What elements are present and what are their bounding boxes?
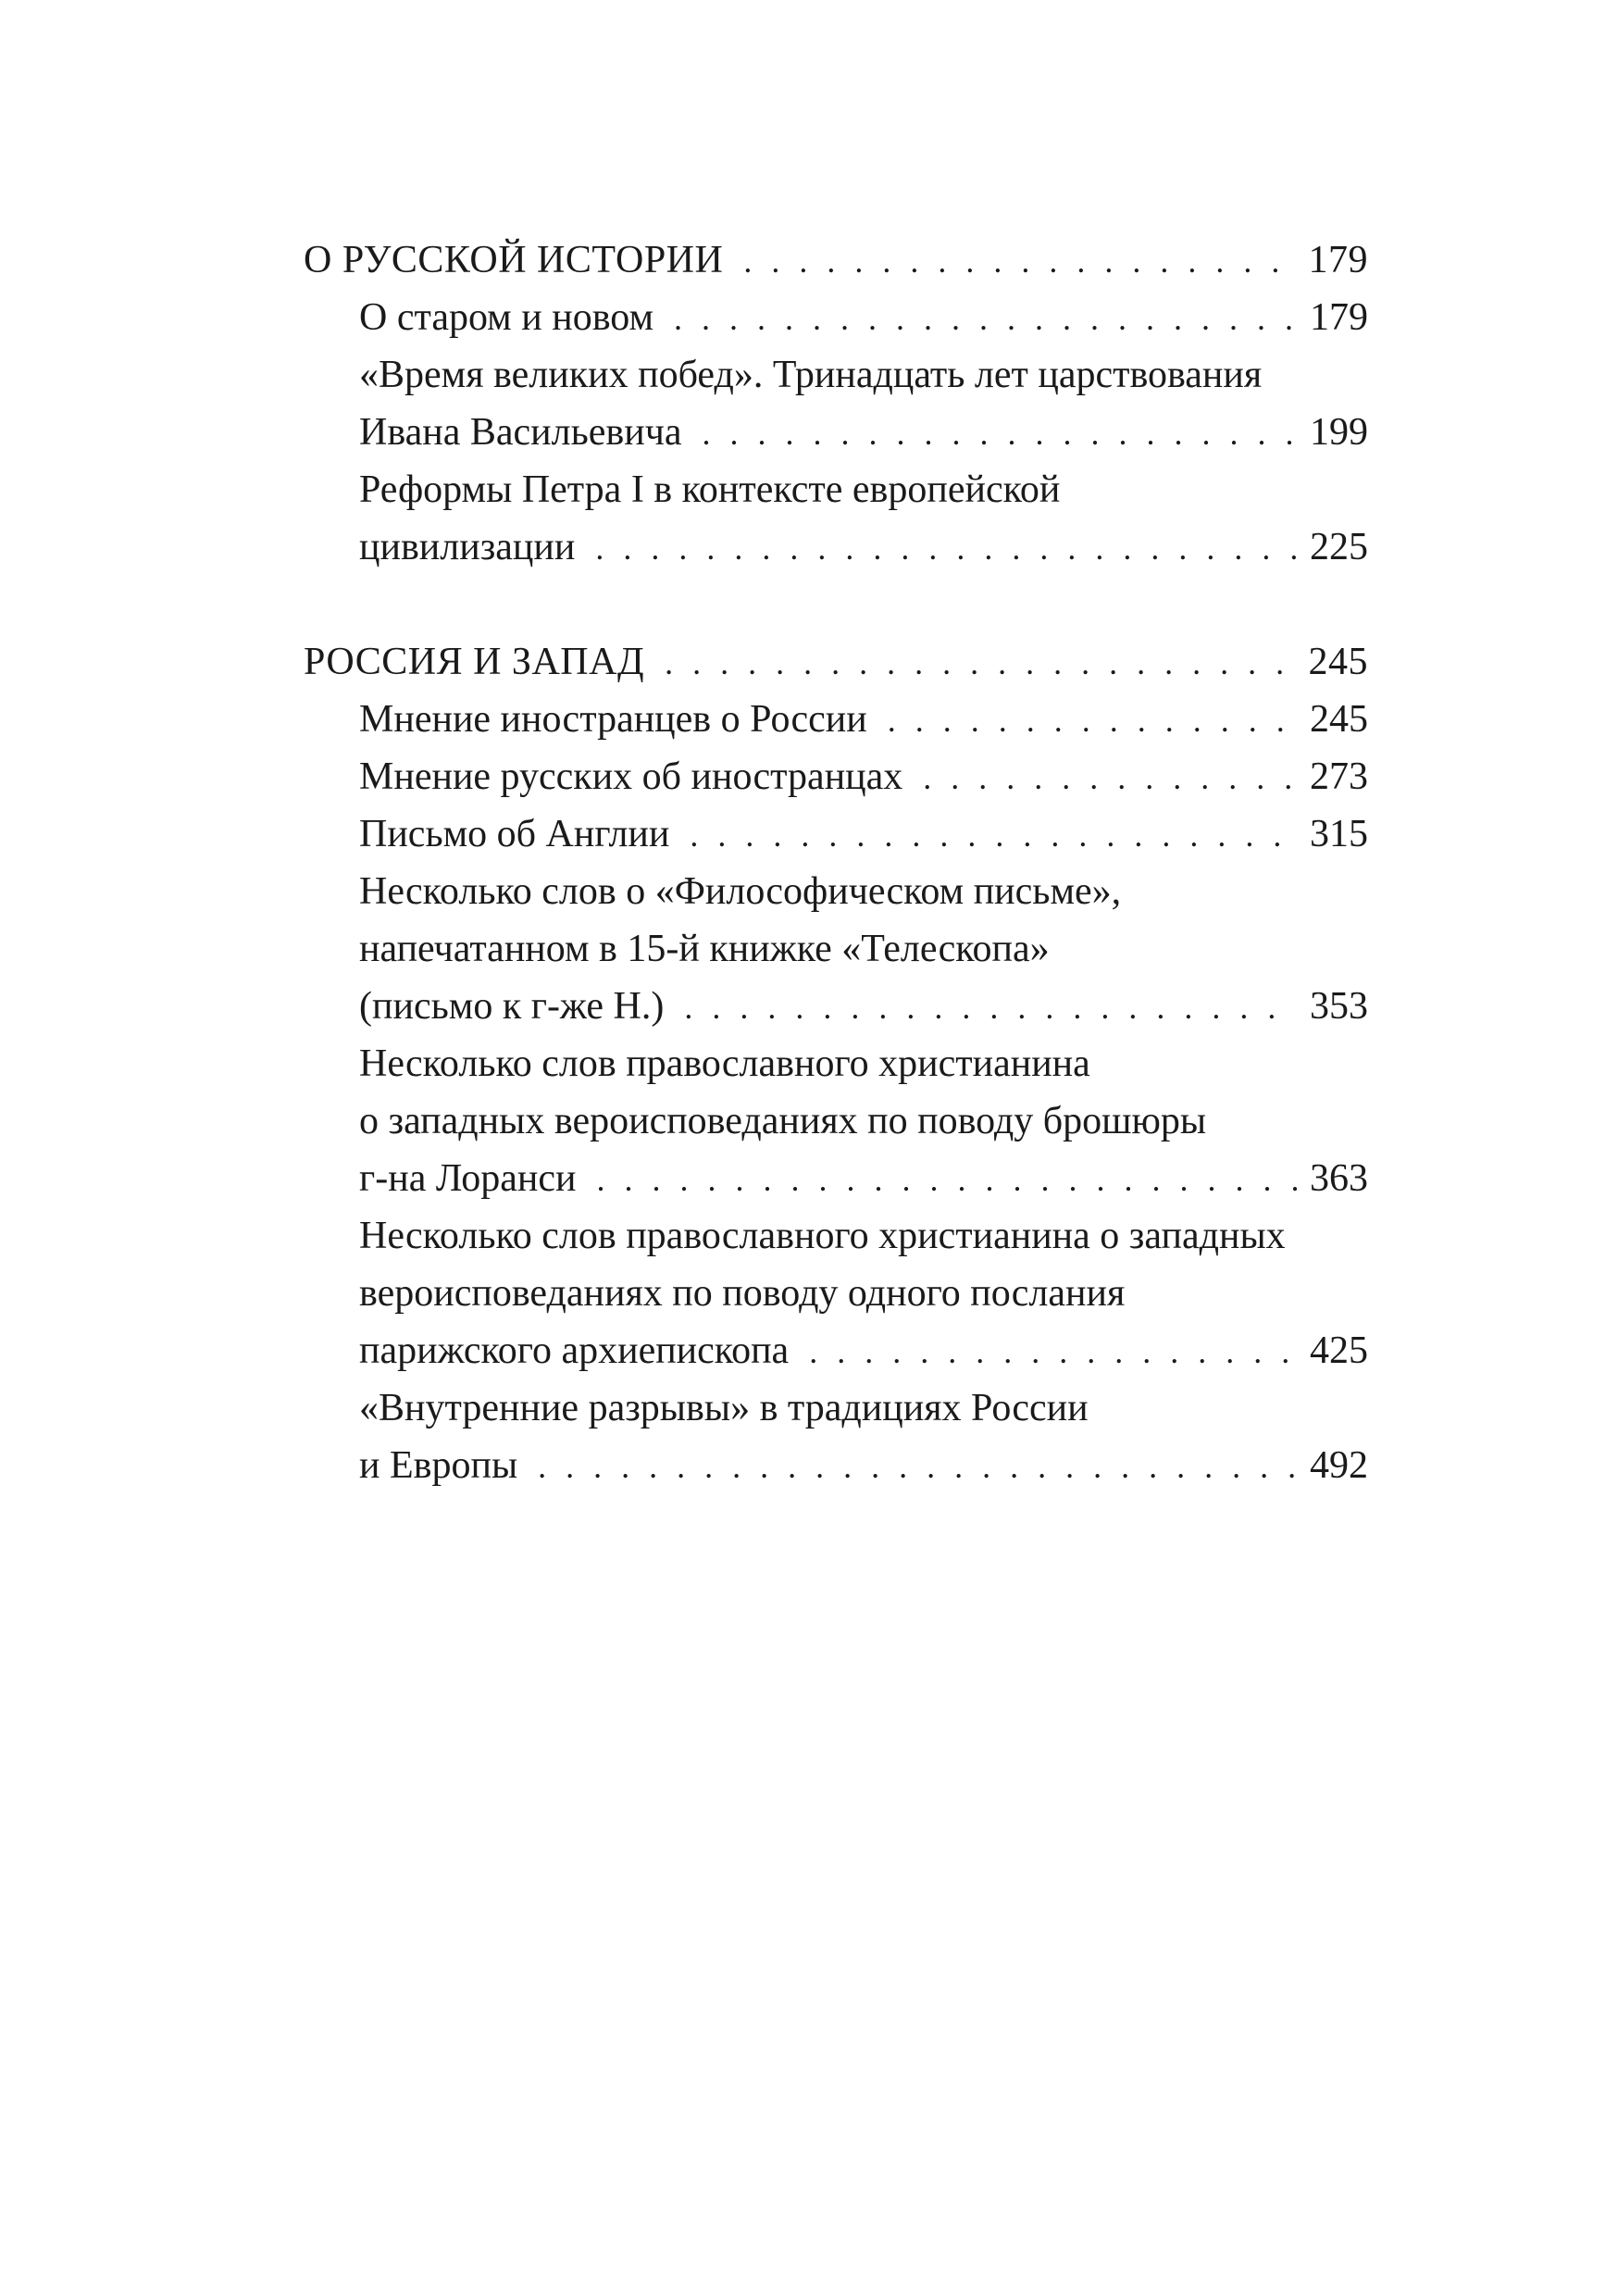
dot-leader: [595, 519, 1297, 577]
toc-entry[interactable]: [304, 289, 1368, 346]
page-number: 353: [1310, 985, 1368, 1028]
toc-entry[interactable]: [304, 748, 1368, 805]
dot-leader: [702, 405, 1297, 462]
toc-entry-line: Несколько слов о «Философическом письме»,: [359, 870, 1122, 913]
toc-entry[interactable]: [304, 1322, 1368, 1379]
toc-entry[interactable]: [304, 518, 1368, 576]
section-title: РОССИЯ И ЗАПАД: [304, 641, 645, 683]
toc-entry[interactable]: [304, 404, 1368, 461]
dot-leader: [538, 1438, 1297, 1495]
page-number: 245: [1308, 641, 1368, 683]
dot-leader: [684, 979, 1297, 1036]
toc-entry-line: Несколько слов православного христианина о западных: [359, 1215, 1286, 1257]
toc-entry[interactable]: [304, 1150, 1368, 1207]
toc-section-heading[interactable]: [304, 633, 1368, 691]
dot-leader: [690, 806, 1297, 864]
page-number: 315: [1310, 813, 1368, 855]
page-number: 492: [1310, 1444, 1368, 1487]
toc-entry[interactable]: [304, 978, 1368, 1035]
section-title: О РУССКОЙ ИСТОРИИ: [304, 239, 724, 281]
toc-section-heading[interactable]: [304, 231, 1368, 289]
entry-title: Письмо об Англии: [359, 813, 670, 855]
page-number: 363: [1310, 1157, 1368, 1200]
toc-entry-line: Реформы Петра I в контексте европейской: [359, 468, 1061, 511]
entry-title: О старом и новом: [359, 296, 654, 339]
dot-leader: [665, 634, 1295, 692]
toc-entry[interactable]: [304, 805, 1368, 863]
dot-leader: [809, 1323, 1297, 1380]
dot-leader: [923, 749, 1297, 806]
toc-entry-line: «Внутренние разрывы» в традициях России: [359, 1387, 1089, 1429]
toc-entry[interactable]: [304, 691, 1368, 748]
entry-title: парижского архиепископа: [359, 1329, 790, 1372]
toc-entry-line: вероисповеданиях по поводу одного послания: [359, 1272, 1126, 1315]
entry-title: Ивана Васильевича: [359, 411, 682, 454]
entry-title: цивилизации: [359, 526, 576, 568]
page-number: 199: [1310, 411, 1368, 454]
page-number: 225: [1310, 526, 1368, 568]
page-number: 179: [1308, 239, 1368, 281]
toc-entry-line: Несколько слов православного христианина: [359, 1042, 1090, 1085]
toc-entry-line: «Время великих побед». Тринадцать лет царствования: [359, 354, 1263, 396]
toc-section: [304, 633, 1368, 1494]
entry-title: Мнение иностранцев о России: [359, 698, 867, 741]
toc-entry-line: о западных вероисповеданиях по поводу брошюры: [359, 1100, 1207, 1142]
entry-title: Мнение русских об иностранцах: [359, 755, 903, 798]
table-of-contents: [304, 231, 1368, 1552]
dot-leader: [674, 290, 1297, 347]
entry-title: (письмо к г-же Н.): [359, 985, 665, 1028]
entry-title: г-на Лоранси: [359, 1157, 577, 1200]
toc-section: [304, 231, 1368, 576]
entry-title: и Европы: [359, 1444, 518, 1487]
dot-leader: [597, 1151, 1297, 1208]
toc-entry[interactable]: [304, 1437, 1368, 1494]
page-number: 179: [1310, 296, 1368, 339]
page-number: 245: [1310, 698, 1368, 741]
dot-leader: [888, 692, 1297, 749]
page-number: 273: [1310, 755, 1368, 798]
toc-entry-line: напечатанном в 15-й книжке «Телескопа»: [359, 928, 1050, 970]
dot-leader: [743, 232, 1295, 290]
page-number: 425: [1310, 1329, 1368, 1372]
